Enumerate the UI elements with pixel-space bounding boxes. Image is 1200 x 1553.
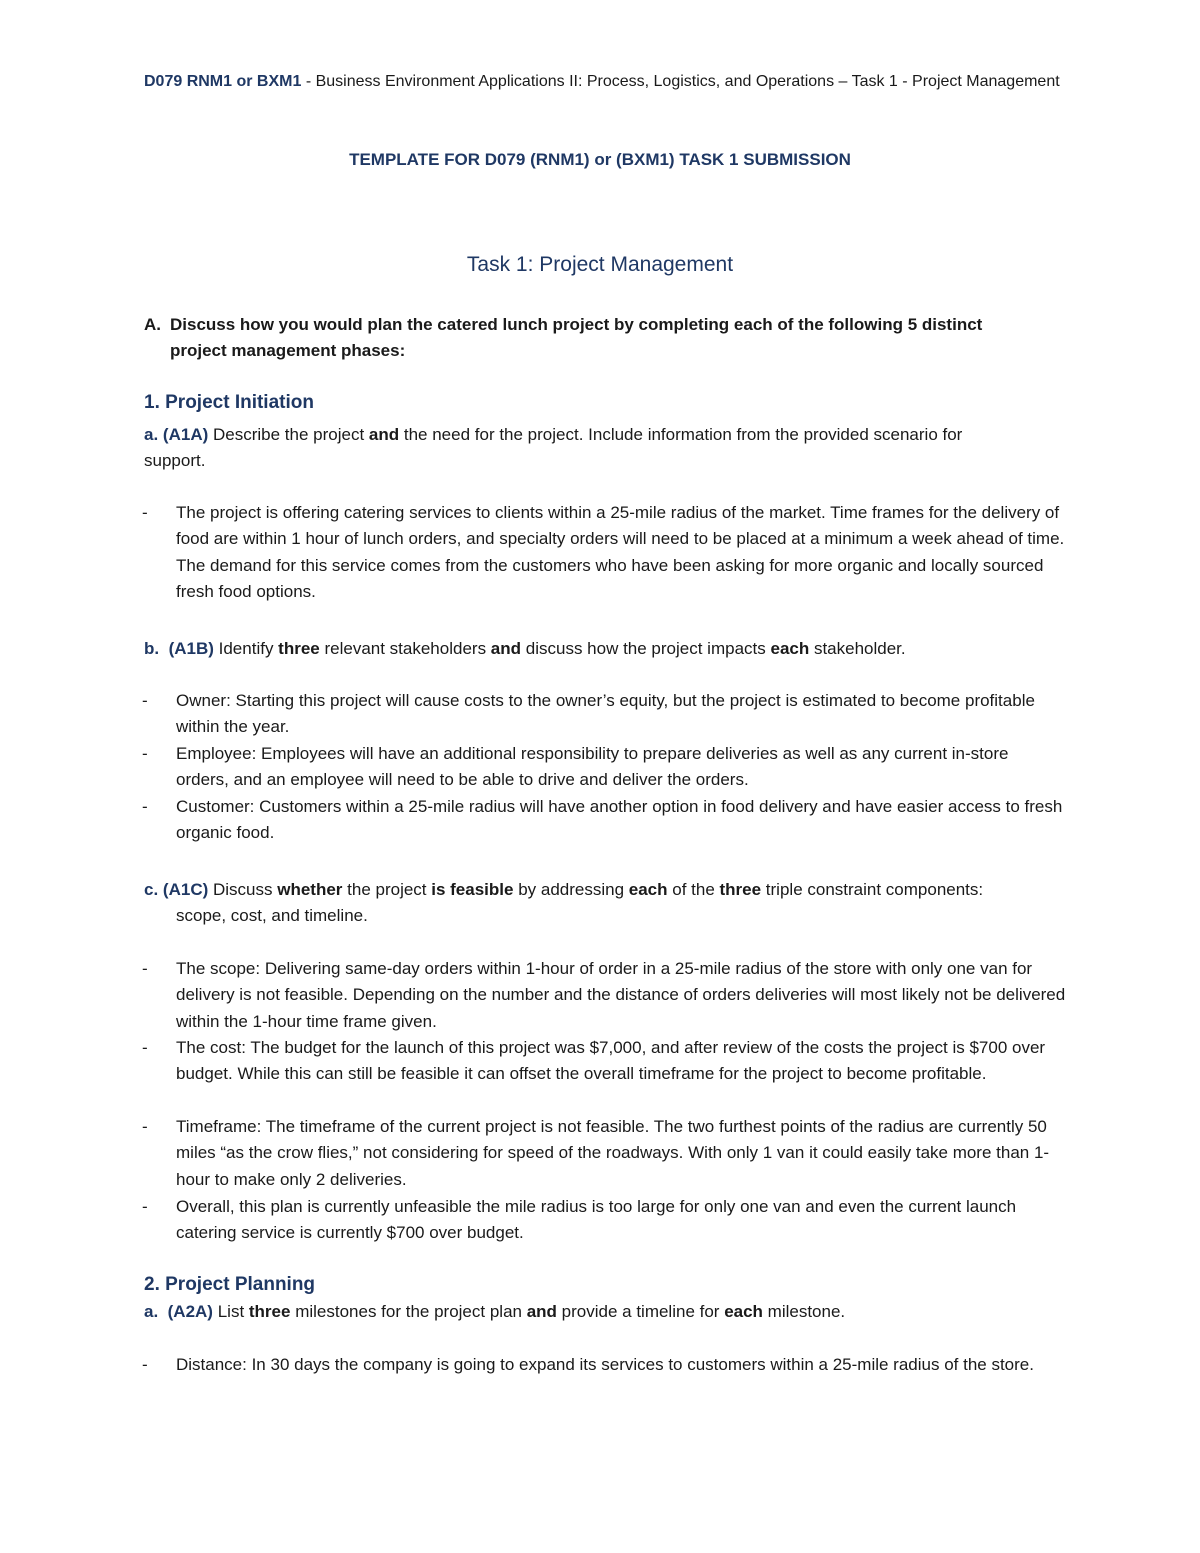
bullet-dash: - [142,797,148,816]
question-emphasis: and [526,1302,557,1321]
phase-2-title: 2. Project Planning [144,1274,316,1295]
answer-a1b-2: Employee: Employees will have an additional responsibility to prepare deliveries as well as any current in-store orders, and an employee will need to be able to drive and deliver the orders. [176,744,1009,790]
answer-a1c-4: Overall, this plan is currently unfeasible the mile radius is too large for only one van and even the current launch catering service is currently $700 over budget. [176,1197,1017,1243]
question-a1b [144,636,1044,662]
course-code: D079 RNM1 or BXM1 [144,73,302,90]
question-code: (A1A) [162,425,209,444]
question-text: Identify [213,639,279,658]
question-text: milestones for the project plan [290,1302,527,1321]
question-text: the project [342,880,432,899]
question-emphasis: three [248,1302,291,1321]
question-text: the need for the project. Include information from the provided scenario for support. [144,425,963,470]
question-a1a [144,422,1024,474]
question-label: a. [144,1302,159,1321]
question-a1c [144,877,1024,929]
question-text: by addressing [513,880,629,899]
bullet-dash: - [142,503,148,522]
question-text: relevant stakeholders [319,639,491,658]
bullet-dash: - [142,1355,148,1374]
task-title: Task 1: Project Management [466,253,734,276]
answer-a1b-1: Owner: Starting this project will cause costs to the owner’s equity, but the project is estimated to become profitable within the year. [176,691,1035,737]
question-emphasis: each [628,880,668,899]
question-emphasis: and [490,639,522,658]
answer-a1b-3: Customer: Customers within a 25-mile radius will have another option in food delivery and have easier access to fresh organic food. [176,797,1063,843]
course-title: - Business Environment Applications II: Process, Logistics, and Operations – Task 1 - Project Management [301,73,1060,90]
bullet-dash: - [142,959,148,978]
answer-a1c-2: The cost: The budget for the launch of this project was $7,000, and after review of the costs the project is $700 over budget. While this can still be feasible it can offset the overall timeframe for the project to become profitable. [176,1038,1046,1084]
section-a-text: Discuss how you would plan the catered lunch project by completing each of the following 5 distinct project management phases: [170,315,983,360]
question-text: of the [667,880,720,899]
bullet-dash: - [142,1117,148,1136]
question-emphasis: each [770,639,810,658]
question-a2a [144,1299,1044,1325]
page-header [144,70,1064,94]
question-emphasis: three [719,880,762,899]
question-code: (A1C) [162,880,209,899]
question-emphasis: each [724,1302,763,1321]
bullet-dash: - [142,744,148,763]
question-text: milestone. [762,1302,846,1321]
question-text: stakeholder. [809,639,906,658]
answer-a1c-3: Timeframe: The timeframe of the current project is not feasible. The two furthest points of the radius are currently 50 miles “as the crow flies,” not considering for speed of the roadways. With only 1 van it could easily take more than 1-hour to make only 2 deliveries. [176,1117,1050,1189]
question-label: a. [144,425,159,444]
bullet-dash: - [142,1038,148,1057]
question-label: c. [144,880,159,899]
bullet-dash: - [142,691,148,710]
question-code: (A2A) [167,1302,213,1321]
question-text: triple constraint components: scope, cost, and timeline. [176,880,984,925]
question-label: b. [144,639,160,658]
question-text: discuss how the project impacts [521,639,771,658]
question-text: Discuss [208,880,278,899]
question-emphasis: is feasible [431,880,514,899]
question-emphasis: whether [277,880,343,899]
question-text: Describe the project [208,425,369,444]
answer-a1c-1: The scope: Delivering same-day orders within 1-hour of order in a 25-mile radius of the store with only one van for delivery is not feasible. Depending on the number and the distance of orders deliveries will most likely not be delivered within the 1-hour time frame given. [176,959,1066,1031]
question-text: provide a timeline for [556,1302,725,1321]
template-title: TEMPLATE FOR D079 (RNM1) or (BXM1) TASK 1 SUBMISSION [349,150,851,169]
phase-1-title: 1. Project Initiation [144,392,314,413]
bullet-dash: - [142,1197,148,1216]
answer-a2a-1: Distance: In 30 days the company is going to expand its services to customers within a 25-mile radius of the store. [176,1355,1034,1374]
question-emphasis: and [368,425,400,444]
question-text: List [212,1302,249,1321]
question-emphasis: three [278,639,320,658]
section-a-letter: A. [144,315,161,334]
answer-a1a-1: The project is offering catering services to clients within a 25-mile radius of the market. Time frames for the delivery of food are within 1 hour of lunch orders, and specialty orders will need to be placed at a minimum a week ahead of time. The demand for this service comes from the customers who have been asking for more organic and locally sourced fresh food options. [176,503,1065,601]
question-code: (A1B) [168,639,214,658]
